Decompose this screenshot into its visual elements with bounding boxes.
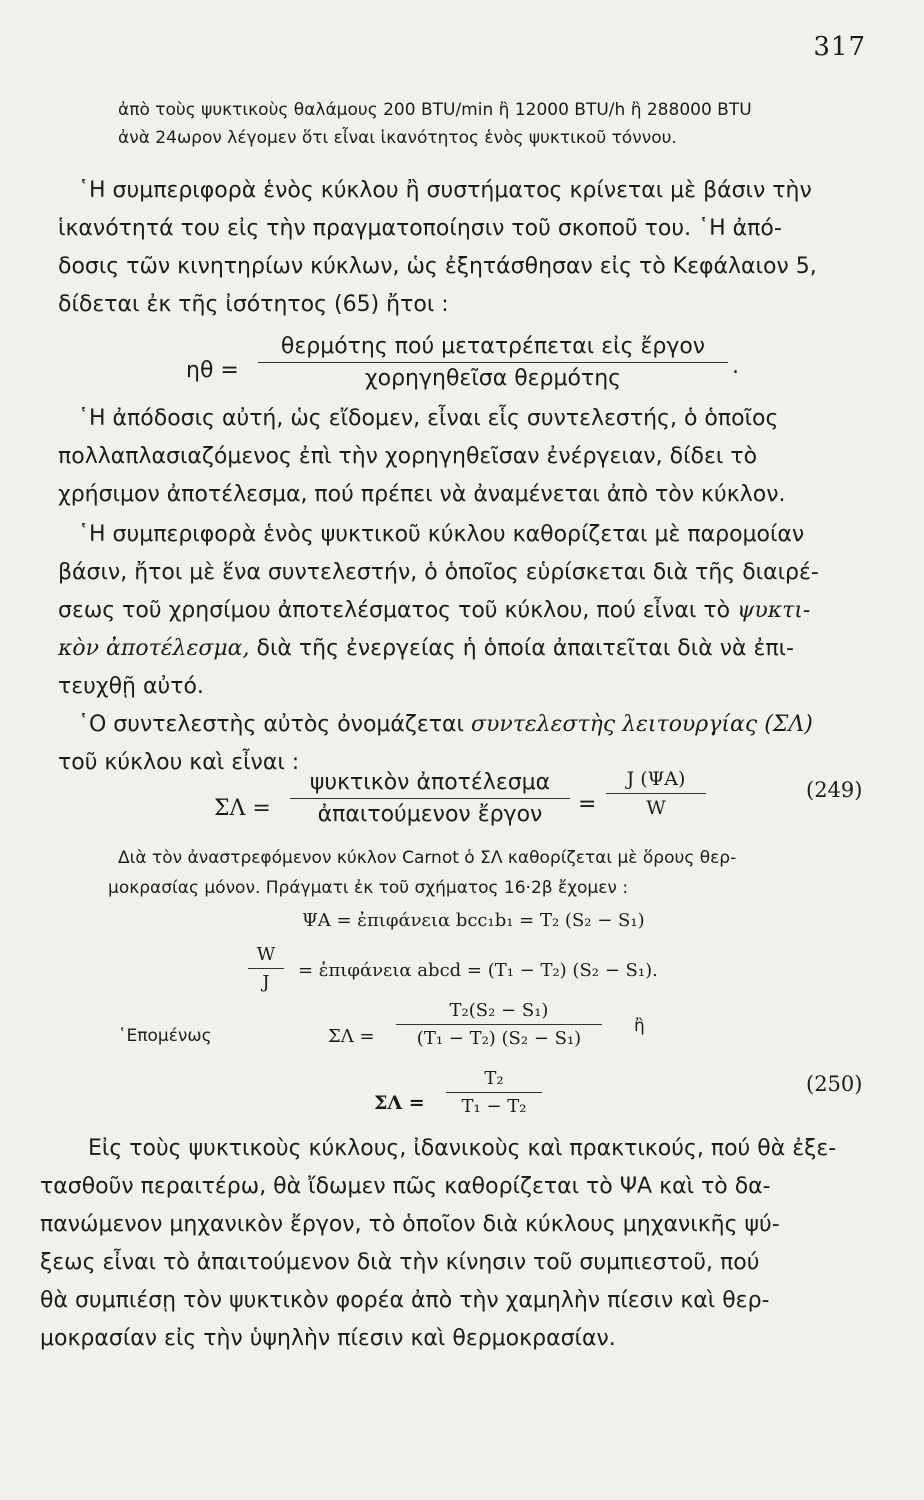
- para1-line-4: δίδεται ἐκ τῆς ἰσότητος (65) ἤτοι :: [58, 292, 449, 317]
- carnot-line-2: μοκρασίας μόνον. Πράγματι ἐκ τοῦ σχήματος 16·2β ἔχομεν :: [108, 878, 629, 898]
- coefficient-name-italic: συντελεστὴς λειτουργίας (ΣΛ): [470, 712, 813, 737]
- sl1-denominator: (T₁ − T₂) (S₂ − S₁): [416, 1028, 582, 1049]
- eq249-numerator-words: ψυκτικὸν ἀποτέλεσμα: [309, 770, 551, 795]
- para2-line-2: πολλαπλασιαζόμενος ἐπὶ τὴν χορηγηθεῖσαν ἐνέργειαν, δίδει τὸ: [58, 444, 758, 469]
- eta-period: .: [732, 354, 739, 379]
- para5-line-5: θὰ συμπιέσῃ τὸν ψυκτικὸν φορέα ἀπὸ τὴν χαμηλὴν πίεσιν καὶ θερ-: [40, 1288, 770, 1313]
- fraction-bar: [248, 968, 284, 969]
- sl1-lhs: ΣΛ =: [328, 1026, 375, 1047]
- therefore-label: ῾Επομένως: [118, 1026, 212, 1046]
- eq250-lhs: ΣΛ =: [374, 1092, 425, 1114]
- wj-numerator: W: [256, 944, 276, 965]
- fraction-bar: [606, 793, 706, 794]
- eq249-lhs: ΣΛ =: [214, 796, 271, 821]
- intro-line-2: ἀνὰ 24ωρον λέγομεν ὅτι εἶναι ἱκανότητος ἑνὸς ψυκτικοῦ τόννου.: [118, 128, 677, 148]
- para3-line-2: βάσιν, ἤτοι μὲ ἕνα συντελεστήν, ὁ ὁποῖος εὑρίσκεται διὰ τῆς διαιρέ-: [58, 560, 819, 585]
- para4-line-1-text: ῾Ο συντελεστὴς αὐτὸς ὀνομάζεται: [78, 712, 464, 737]
- para2-line-3: χρήσιμον ἀποτέλεσμα, πού πρέπει νὰ ἀναμένεται ἀπὸ τὸν κύκλον.: [58, 482, 786, 507]
- fraction-bar: [258, 362, 728, 363]
- para5-line-3: πανώμενον μηχανικὸν ἔργον, τὸ ὁποῖον διὰ κύκλους μηχανικῆς ψύ-: [40, 1212, 780, 1237]
- page-number: 317: [813, 32, 866, 62]
- para3-line-3-text: σεως τοῦ χρησίμου ἀποτελέσματος τοῦ κύκλου, πού εἶναι τὸ: [58, 598, 731, 623]
- eta-fraction: [258, 334, 728, 391]
- eq249-fraction-symbols: [606, 768, 706, 819]
- wj-rhs: = ἐπιφάνεια abcd = (T₁ − T₂) (S₂ − S₁).: [298, 960, 658, 981]
- eq249-numerator-symbols: J (ΨΑ): [626, 768, 686, 790]
- para1-line-1: ῾Η συμπεριφορὰ ἑνὸς κύκλου ἢ συστήματος κρίνεται μὲ βάσιν τὴν: [78, 178, 812, 203]
- para1-line-3: δοσις τῶν κινητηρίων κύκλων, ὡς ἐξητάσθησαν εἰς τὸ Κεφάλαιον 5,: [58, 254, 817, 279]
- para3-line-5: τευχθῇ αὐτό.: [58, 674, 204, 699]
- eq250-numerator: T₂: [484, 1068, 504, 1089]
- fraction-bar: [446, 1092, 542, 1093]
- eq249-number: (249): [806, 778, 863, 802]
- eq250-fraction: [446, 1068, 542, 1117]
- eq249-fraction-words: [290, 770, 570, 827]
- sl1-or: ἢ: [634, 1016, 645, 1036]
- para5-line-2: τασθοῦν περαιτέρω, θὰ ἴδωμεν πῶς καθορίζεται τὸ ΨΑ καὶ τὸ δα-: [40, 1174, 771, 1199]
- para3-line-3: [58, 598, 810, 623]
- para3-line-4: [58, 636, 794, 661]
- para4-line-2: τοῦ κύκλου καὶ εἶναι :: [58, 750, 300, 775]
- eq249-denominator-symbols: W: [646, 797, 666, 819]
- fraction-bar: [290, 798, 570, 799]
- eq249-equals: =: [578, 792, 597, 817]
- apotelesma-italic: κὸν ἀποτέλεσμα,: [58, 636, 250, 661]
- eq-psa: ΨΑ = ἐπιφάνεια bcc₁b₁ = T₂ (S₂ − S₁): [302, 910, 645, 931]
- para2-line-1: ῾Η ἀπόδοσις αὐτή, ὡς εἴδομεν, εἶναι εἷς συντελεστής, ὁ ὁποῖος: [78, 406, 779, 431]
- eta-lhs: ηθ =: [186, 358, 239, 383]
- para3-line-4-text: διὰ τῆς ἐνεργείας ἡ ὁποία ἀπαιτεῖται διὰ νὰ ἐπι-: [256, 636, 794, 661]
- eta-denominator: χορηγηθεῖσα θερμότης: [364, 366, 622, 391]
- para5-line-6: μοκρασίαν εἰς τὴν ὑψηλὴν πίεσιν καὶ θερμοκρασίαν.: [40, 1326, 616, 1351]
- fraction-bar: [396, 1024, 602, 1025]
- para4-line-1: [78, 712, 813, 737]
- sl1-numerator: T₂(S₂ − S₁): [449, 1000, 549, 1021]
- para5-line-1: Εἰς τοὺς ψυκτικοὺς κύκλους, ἰδανικοὺς καὶ πρακτικούς, πού θὰ ἐξε-: [88, 1136, 837, 1161]
- para3-line-1: ῾Η συμπεριφορὰ ἑνὸς ψυκτικοῦ κύκλου καθορίζεται μὲ παρομοίαν: [78, 522, 805, 547]
- wj-fraction: [248, 944, 284, 993]
- eq250-number: (250): [806, 1072, 863, 1096]
- carnot-line-1: Διὰ τὸν ἀναστρεφόμενον κύκλον Carnot ὁ ΣΛ καθορίζεται μὲ ὅρους θερ-: [118, 848, 737, 868]
- eta-numerator: θερμότης πού μετατρέπεται εἰς ἔργον: [280, 334, 706, 359]
- psyktikon-italic: ψυκτι-: [737, 598, 811, 623]
- para1-line-2: ἱκανότητά του εἰς τὴν πραγματοποίησιν τοῦ σκοποῦ του. ῾Η ἀπό-: [58, 216, 782, 241]
- wj-denominator: J: [262, 972, 270, 993]
- intro-line-1: ἀπὸ τοὺς ψυκτικοὺς θαλάμους 200 BTU/min ἢ 12000 BTU/h ἢ 288000 BTU: [118, 100, 752, 120]
- eq249-denominator-words: ἀπαιτούμενον ἔργον: [317, 802, 543, 827]
- eq250-denominator: T₁ − T₂: [461, 1096, 527, 1117]
- sl1-fraction: [396, 1000, 602, 1049]
- para5-line-4: ξεως εἶναι τὸ ἀπαιτούμενον διὰ τὴν κίνησιν τοῦ συμπιεστοῦ, πού: [40, 1250, 760, 1275]
